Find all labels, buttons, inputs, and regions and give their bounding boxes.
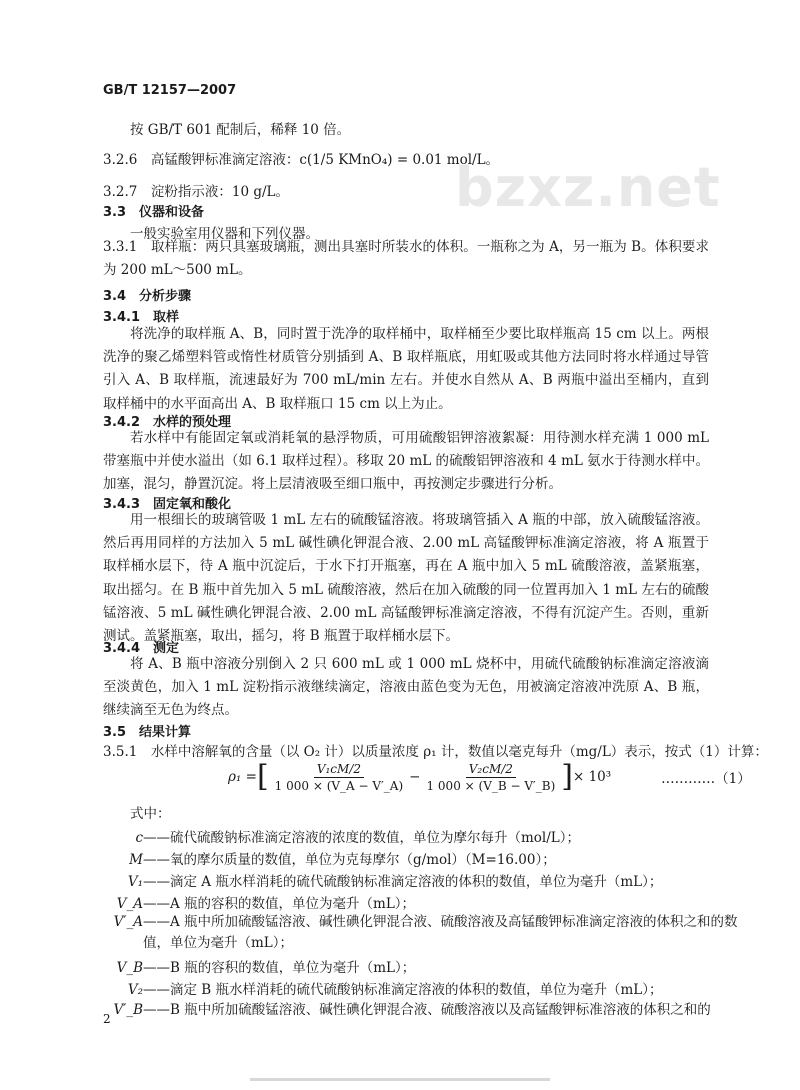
clause-3-4-1: 3.4.1 取样 <box>103 310 180 325</box>
definition-c: c——硫代硫酸钠标准滴定溶液的浓度的数值，单位为摩尔每升（mol/L）； <box>135 830 581 846</box>
paragraph-sampling: 将洗净的取样瓶 A、B，同时置于洗净的取样桶中，取样桶至少要比取样瓶高 15 cm 以上。两根洗净的聚乙烯塑料管或惰性材质管分别插到 A、B 取样瓶底，用虹吸或其他方法同时将水样通过导管引入 A、B 取样瓶，流速最好为 700 mL/min 左右。并使水自然从 A、B 两瓶中溢出至桶内，直到取样桶中的水平面高出 A、B 取样瓶口 15 cm 以上为止。 <box>103 326 709 412</box>
formula-1 <box>228 757 751 797</box>
section-3-5: 3.5 结果计算 <box>103 725 192 740</box>
denominator-b: 1 000 × (V_B − V′_B) <box>426 778 556 793</box>
minus-sign: − <box>409 769 421 785</box>
clause-3-4-2: 3.4.2 水样的预处理 <box>103 415 232 430</box>
scan-artifact <box>250 1078 550 1081</box>
clause-3-2-6: 3.2.6 高锰酸钾标准滴定溶液：c(1/5 KMnO₄) = 0.01 mol/L。 <box>103 152 500 168</box>
standard-header: GB/T 12157—2007 <box>103 83 237 98</box>
definition-V1: V₁——滴定 A 瓶水样消耗的硫代硫酸钠标准滴定溶液的体积的数值，单位为毫升（mL）； <box>127 874 663 890</box>
clause-3-5-1: 3.5.1 水样中溶解氧的含量（以 O₂ 计）以质量浓度 ρ₁ 计，数值以毫克每升（mg/L）表示，按式（1）计算： <box>103 744 768 760</box>
section-3-3: 3.3 仪器和设备 <box>103 205 205 220</box>
paragraph-pretreatment: 若水样中有能固定氧或消耗氧的悬浮物质，可用硫酸铝钾溶液絮凝：用待测水样充满 1 000 mL 带塞瓶中并使水溢出（如 6.1 取样过程）。移取 20 mL 的硫酸铝钾溶液和 4 mL 氨水于待测水样中。加塞，混匀，静置沉淀。将上层清液吸至细口瓶中，再按测定步骤进行分析。 <box>103 430 709 493</box>
definition-M: M——氧的摩尔质量的数值，单位为克每摩尔（g/mol）（M=16.00）； <box>129 852 556 868</box>
text-line: 按 GB/T 601 配制后，稀释 10 倍。 <box>130 122 351 138</box>
right-bracket: ] <box>561 759 573 794</box>
definition-VprimeA: V′_A——A 瓶中所加硫酸锰溶液、碱性碘化钾混合液、硫酸溶液及高锰酸钾标准滴定溶液的体积之和的数值，单位为毫升（mL）； <box>113 914 738 951</box>
formula-lhs: ρ₁ = <box>228 769 257 785</box>
section-3-4: 3.4 分析步骤 <box>103 289 192 304</box>
equation-label: …………（1） <box>661 771 751 787</box>
definition-VA: V_A——A 瓶的容积的数值，单位为毫升（mL）； <box>116 896 416 912</box>
numerator-a: V₁cM/2 <box>314 762 364 778</box>
fraction-a <box>272 762 406 793</box>
definition-VB: V_B——B 瓶的容积的数值，单位为毫升（mL）； <box>116 960 416 976</box>
paragraph-determination: 将 A、B 瓶中溶液分别倒入 2 只 600 mL 或 1 000 mL 烧杯中，用硫代硫酸钠标准滴定溶液滴至淡黄色，加入 1 mL 淀粉指示液继续滴定，溶液由蓝色变为无色，用被滴定溶液冲洗原 A、B 瓶，继续滴至无色为终点。 <box>103 656 709 719</box>
clause-3-4-4: 3.4.4 测定 <box>103 641 180 656</box>
definition-V2: V₂——滴定 B 瓶水样消耗的硫代硫酸钠标准滴定溶液的体积的数值，单位为毫升（mL）； <box>127 982 663 998</box>
page-number: 2 <box>103 1012 111 1026</box>
definition-VprimeB: V′_B——B 瓶中所加硫酸锰溶液、碱性碘化钾混合液、硫酸溶液以及高锰酸钾标准溶液的体积之和的 <box>113 1002 711 1018</box>
multiplier: × 10³ <box>572 769 612 785</box>
fraction-b <box>423 762 558 793</box>
clause-3-2-7: 3.2.7 淀粉指示液：10 g/L。 <box>103 184 289 200</box>
numerator-b: V₂cM/2 <box>466 762 516 778</box>
paragraph-fixation: 用一根细长的玻璃管吸 1 mL 左右的硫酸锰溶液。将玻璃管插入 A 瓶的中部，放入硫酸锰溶液。然后再用同样的方法加入 5 mL 碱性碘化钾混合液、2.00 mL 高锰酸钾标准滴定溶液，将 A 瓶置于取样桶水层下，待 A 瓶中沉淀后，于水下打开瓶塞，再在 A 瓶中加入 5 mL 硫酸溶液，盖紧瓶塞，取出摇匀。在 B 瓶中首先加入 5 mL 硫酸溶液，然后在加入硫酸的同一位置再加入 1 mL 左右的硫酸锰溶液、5 mL 碱性碘化钾混合液、2.00 mL 高锰酸钾标准滴定溶液，不得有沉淀产生。否则，重新测试。盖紧瓶塞，取出，摇匀，将 B 瓶置于取样桶水层下。 <box>103 512 709 645</box>
where-label: 式中： <box>130 806 171 822</box>
denominator-a: 1 000 × (V_A − V′_A) <box>274 778 404 793</box>
watermark: bzxz.net <box>455 156 721 219</box>
text-line: 一般实验室用仪器和下列仪器。 <box>130 226 319 242</box>
left-bracket: [ <box>256 759 269 794</box>
clause-3-3-1: 3.3.1 取样瓶：两只具塞玻璃瓶，测出具塞时所装水的体积。一瓶称之为 A，另一瓶为 B。体积要求为 200 mL～500 mL。 <box>103 239 709 279</box>
clause-3-4-3: 3.4.3 固定氧和酸化 <box>103 497 232 512</box>
